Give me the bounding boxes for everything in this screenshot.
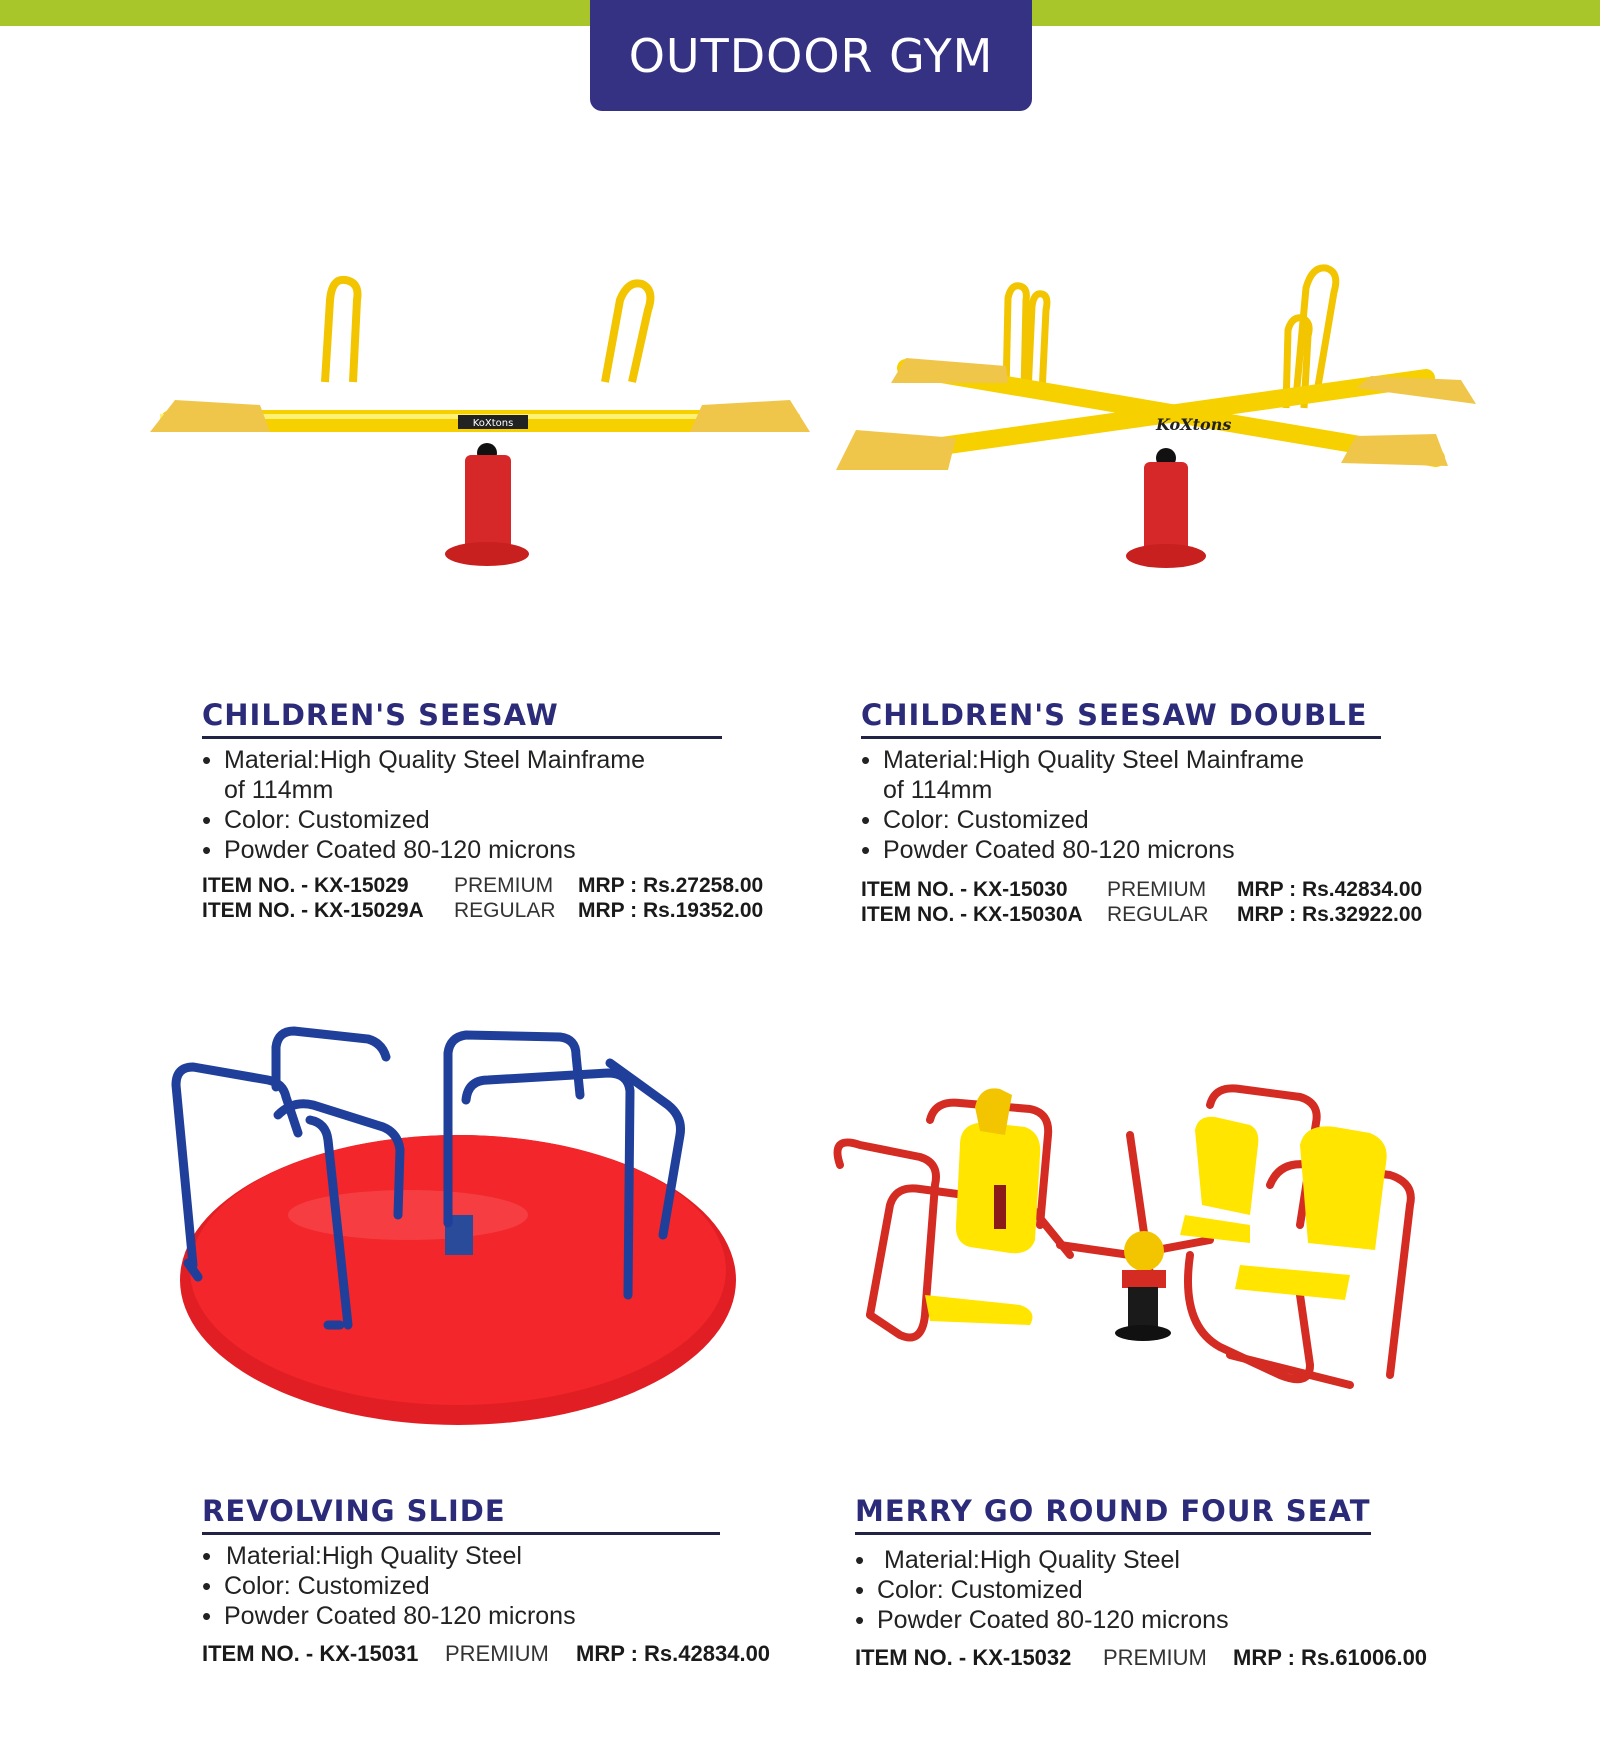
item-row xyxy=(855,1645,1475,1670)
feature-item: • Powder Coated 80-120 microns xyxy=(855,1605,1475,1635)
seesaw-double-logo: KoXtons xyxy=(1156,415,1232,434)
feature-item: • Material:High Quality Steel xyxy=(202,1541,822,1571)
product-title: REVOLVING SLIDE xyxy=(202,1494,720,1535)
feature-item: • Material:High Quality Steel xyxy=(855,1545,1475,1575)
feature-item: • Material:High Quality Steel Mainframe xyxy=(202,745,822,775)
item-number: ITEM NO. - KX-15029A xyxy=(202,899,424,922)
feature-item: • Color: Customized xyxy=(855,1575,1475,1605)
item-grade: REGULAR xyxy=(1107,903,1209,926)
product-title: CHILDREN'S SEESAW xyxy=(202,698,722,739)
item-number: ITEM NO. - KX-15031 xyxy=(202,1641,419,1666)
item-row xyxy=(202,873,822,898)
feature-item: • Powder Coated 80-120 microns xyxy=(202,835,822,865)
feature-list xyxy=(861,745,1481,865)
item-grade: PREMIUM xyxy=(445,1641,549,1666)
item-grade: REGULAR xyxy=(454,899,556,922)
feature-item: • Material:High Quality Steel Mainframe xyxy=(861,745,1481,775)
item-number: ITEM NO. - KX-15030 xyxy=(861,878,1068,901)
item-list xyxy=(855,1645,1475,1670)
feature-list xyxy=(855,1545,1475,1635)
item-row xyxy=(861,902,1481,927)
product-card-seesaw-double xyxy=(861,698,1481,927)
item-grade: PREMIUM xyxy=(1107,878,1207,901)
item-row xyxy=(202,898,822,923)
feature-item: • Powder Coated 80-120 microns xyxy=(202,1601,822,1631)
feature-list xyxy=(202,745,822,865)
item-row xyxy=(861,877,1481,902)
item-list xyxy=(861,877,1481,927)
item-grade: PREMIUM xyxy=(454,874,554,897)
revolving-slide-image xyxy=(168,1025,748,1425)
item-price: MRP : Rs.61006.00 xyxy=(1233,1645,1428,1670)
item-list xyxy=(202,1641,822,1666)
item-price: MRP : Rs.19352.00 xyxy=(578,899,764,922)
feature-item: • Powder Coated 80-120 microns xyxy=(861,835,1481,865)
seesaw-double-image xyxy=(836,258,1486,573)
page-title: OUTDOOR GYM xyxy=(628,28,994,83)
item-grade: PREMIUM xyxy=(1103,1645,1207,1670)
product-card-revolving-slide xyxy=(202,1494,822,1666)
item-number: ITEM NO. - KX-15032 xyxy=(855,1645,1072,1670)
item-number: ITEM NO. - KX-15029 xyxy=(202,874,409,897)
item-price: MRP : Rs.42834.00 xyxy=(576,1641,771,1666)
item-price: MRP : Rs.27258.00 xyxy=(578,874,764,897)
item-list xyxy=(202,873,822,923)
feature-item: • Color: Customized xyxy=(861,805,1481,835)
feature-item: • Color: Customized xyxy=(202,1571,822,1601)
item-price: MRP : Rs.42834.00 xyxy=(1237,878,1423,901)
item-number: ITEM NO. - KX-15030A xyxy=(861,903,1083,926)
page-title-tab xyxy=(590,0,1032,111)
seesaw-logo: KoXtons xyxy=(472,418,514,429)
feature-item: • Color: Customized xyxy=(202,805,822,835)
merry-go-round-image xyxy=(830,1075,1460,1415)
feature-item: of 114mm xyxy=(224,776,334,804)
product-card-seesaw xyxy=(202,698,822,923)
item-price: MRP : Rs.32922.00 xyxy=(1237,903,1423,926)
product-title: MERRY GO ROUND FOUR SEAT xyxy=(855,1494,1371,1535)
feature-list xyxy=(202,1541,822,1631)
product-card-merry-go-round xyxy=(855,1494,1475,1670)
feature-item: of 114mm xyxy=(883,776,993,804)
item-row xyxy=(202,1641,822,1666)
product-title: CHILDREN'S SEESAW DOUBLE xyxy=(861,698,1381,739)
seesaw-image xyxy=(150,270,810,570)
